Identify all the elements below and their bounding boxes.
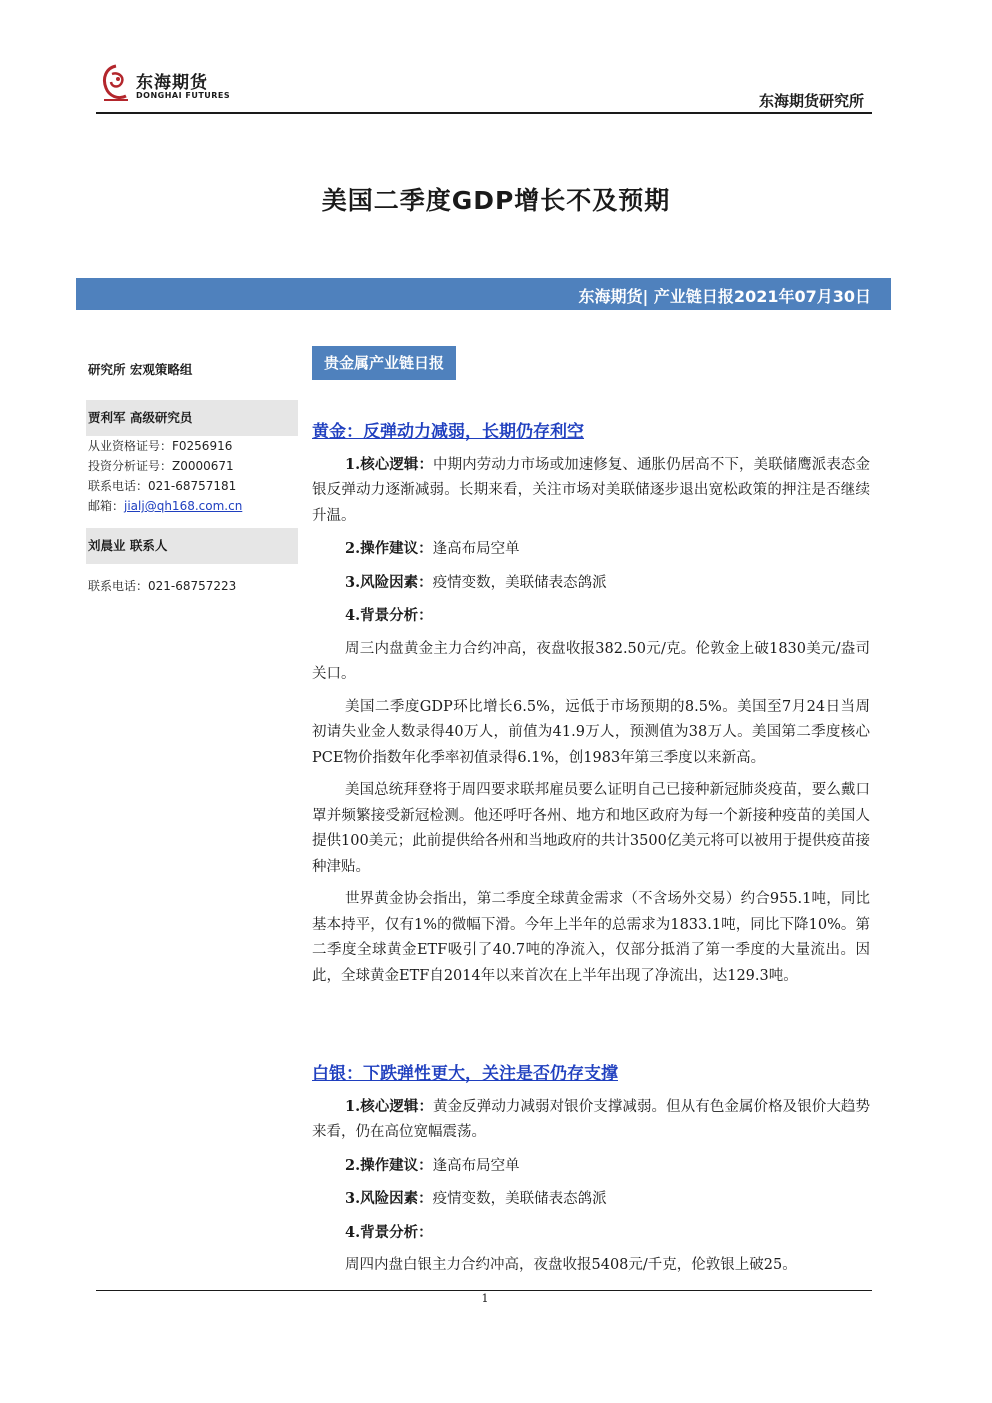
phone-1: 联系电话：021-68757181 bbox=[88, 479, 237, 493]
gold-heading[interactable]: 黄金：反弹动力减弱，长期仍存利空 bbox=[312, 422, 584, 442]
page-number: 1 bbox=[481, 1292, 489, 1305]
institute-name: 东海期货研究所 bbox=[758, 92, 864, 110]
silver-logic: 1.核心逻辑：黄金反弹动力减弱对银价支撑减弱。但从有色金属价格及银价大趋势来看，仍在高位宽幅震荡。 bbox=[312, 1097, 870, 1140]
gold-risk: 3.风险因素：疫情变数，美联储表态鸽派 bbox=[345, 573, 607, 591]
logo-text-en: DONGHAI FUTURES bbox=[136, 91, 231, 100]
document-title: 美国二季度GDP增长不及预期 bbox=[321, 186, 671, 215]
silver-advice: 2.操作建议：逢高布局空单 bbox=[345, 1156, 520, 1174]
sidebar-author-1: 贾利军 高级研究员 bbox=[86, 400, 298, 436]
section-tab: 贵金属产业链日报 bbox=[312, 346, 456, 380]
email-line bbox=[86, 496, 298, 516]
footer-rule bbox=[96, 1290, 872, 1291]
author-sidebar bbox=[86, 352, 298, 596]
gold-para-2: 美国二季度GDP环比增长6.5%，远低于市场预期的8.5%。美国至7月24日当周初请失业金人数录得40万人，前值为41.9万人，预测值为38万人。美国第二季度核心PCE物价指数年化季率初值录得6.1%，创1983年第三季度以来新高。 bbox=[312, 698, 870, 766]
company-logo bbox=[98, 62, 248, 110]
email-label: 邮箱： bbox=[88, 499, 125, 513]
gold-logic: 1.核心逻辑：中期内劳动力市场或加速修复、通胀仍居高不下，美联储鹰派表态金银反弹动力逐渐减弱。长期来看，关注市场对美联储逐步退出宽松政策的押注是否继续升温。 bbox=[312, 455, 870, 524]
banner-text: 东海期货| 产业链日报2021年07月30日 bbox=[578, 287, 871, 306]
gold-section bbox=[312, 420, 870, 996]
report-banner bbox=[76, 278, 891, 310]
silver-background-label: 4.背景分析： bbox=[345, 1223, 433, 1241]
silver-heading[interactable]: 白银：下跌弹性更大，关注是否仍存支撑 bbox=[312, 1064, 618, 1084]
silver-risk: 3.风险因素：疫情变数，美联储表态鸽派 bbox=[345, 1190, 607, 1207]
silver-section bbox=[312, 1062, 870, 1286]
dragon-logo-icon bbox=[98, 62, 134, 106]
qualification-number: 从业资格证号：F0256916 bbox=[88, 439, 233, 453]
email-link[interactable]: jialj@qh168.com.cn bbox=[124, 499, 243, 513]
gold-background-label: 4.背景分析： bbox=[345, 607, 433, 624]
gold-advice: 2.操作建议：逢高布局空单 bbox=[345, 540, 520, 557]
gold-para-3: 美国总统拜登将于周四要求联邦雇员要么证明自己已接种新冠肺炎疫苗，要么戴口罩并频繁接受新冠检测。他还呼吁各州、地方和地区政府为每一个新接种疫苗的美国人提供100美元；此前提供给各州和当地政府的共计3500亿美元将可以被用于提供疫苗接种津贴。 bbox=[312, 782, 870, 875]
gold-para-4: 世界黄金协会指出，第二季度全球黄金需求（不含场外交易）约合955.1吨，同比基本持平，仅有1%的微幅下滑。今年上半年的总需求为1833.1吨，同比下降10%。第二季度全球黄金ETF吸引了40.7吨的净流入，仅部分抵消了第一季度的大量流出。因此，全球黄金ETF自2014年以来首次在上半年出现了净流出，达129.3吨。 bbox=[312, 891, 870, 984]
sidebar-author-2: 刘晨业 联系人 bbox=[86, 528, 298, 564]
gold-para-1: 周三内盘黄金主力合约冲高，夜盘收报382.50元/克。伦敦金上破1830美元/盎司关口。 bbox=[312, 640, 870, 682]
silver-para-1: 周四内盘白银主力合约冲高，夜盘收报5408元/千克，伦敦银上破25。 bbox=[345, 1257, 797, 1273]
analyst-number: 投资分析证号：Z0000671 bbox=[88, 459, 234, 473]
logo-text-cn: 东海期货 bbox=[136, 73, 208, 93]
sidebar-group: 研究所 宏观策略组 bbox=[88, 362, 193, 377]
phone-2: 联系电话：021-68757223 bbox=[88, 579, 237, 593]
header-rule bbox=[96, 112, 872, 114]
